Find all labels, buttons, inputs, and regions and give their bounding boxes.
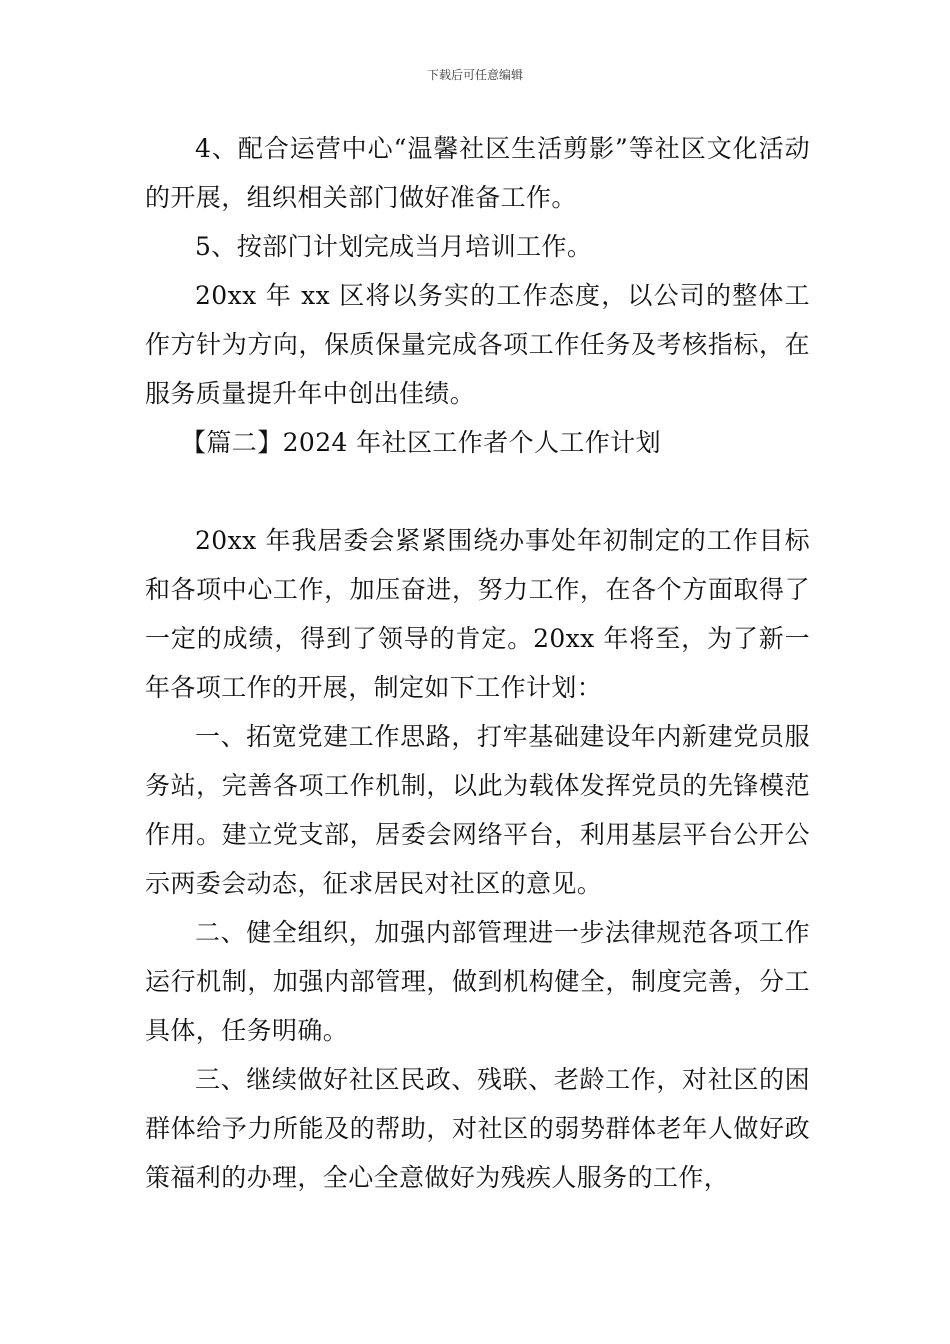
page-header: 下载后可任意编辑 [426,68,523,82]
paragraph-summary: 20xx 年 xx 区将以务实的工作态度，以公司的整体工作方针为方向，保质保量完成各项工作任务及考核指标，在服务质量提升年中创出佳绩。 [145,281,810,408]
paragraph-item-4: 4、配合运营中心“温馨社区生活剪影”等社区文化活动的开展，组织相关部门做好准备工作。 [145,134,810,212]
paragraph-intro: 20xx 年我居委会紧紧围绕办事处年初制定的工作目标和各项中心工作，加压奋进，努力工作，在各个方面取得了一定的成绩，得到了领导的肯定。20xx 年将至，为了新一年各项工作的开展，制定如下工作计划： [145,526,810,702]
paragraph-item-5: 5、按部门计划完成当月培训工作。 [195,232,593,261]
paragraph-point-1: 一、拓宽党建工作思路，打牢基础建设年内新建党员服务站，完善各项工作机制，以此为载体发挥党员的先锋模范作用。建立党支部，居委会网络平台，利用基层平台公开公示两委会动态，征求居民对社区的意见。 [145,722,810,898]
paragraph-point-2: 二、健全组织，加强内部管理进一步法律规范各项工作运行机制，加强内部管理，做到机构健全，制度完善，分工具体，任务明确。 [145,918,810,1045]
paragraph-point-3: 三、继续做好社区民政、残联、老龄工作，对社区的困群体给予力所能及的帮助，对社区的弱势群体老年人做好政策福利的办理，全心全意做好为残疾人服务的工作， [145,1065,810,1192]
document-body [145,124,810,1202]
section-heading: 【篇二】2024 年社区工作者个人工作计划 [181,428,661,457]
blank-line [145,467,810,516]
